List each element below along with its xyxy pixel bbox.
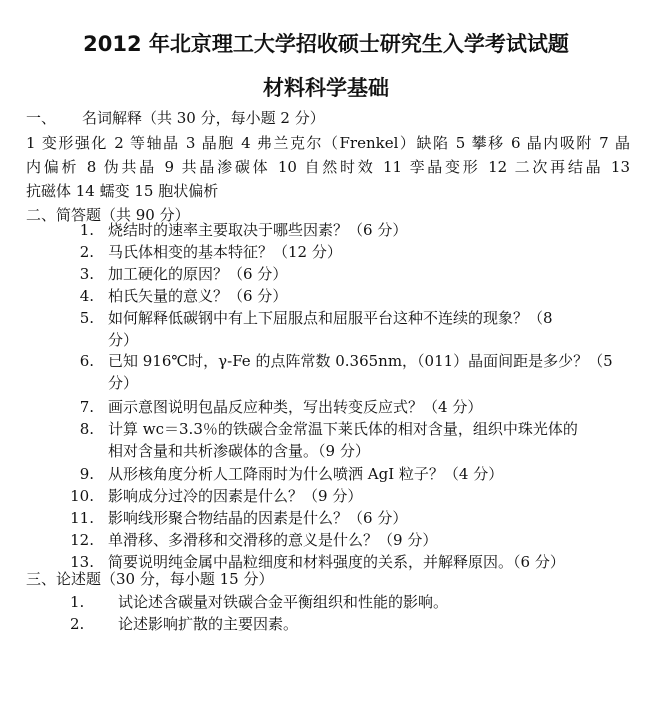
- question-text: 烧结时的速率主要取决于哪些因素？（6 分）: [108, 221, 408, 239]
- question-number: 3.: [79, 265, 94, 283]
- question-number: 9.: [79, 465, 94, 483]
- section1-terms-line3: 抗磁体 14 蠕变 15 胞状偏析: [26, 182, 219, 200]
- question-text: 论述影响扩散的主要因素。: [118, 615, 299, 633]
- question-text: 如何解释低碳钢中有上下屈服点和屈服平台这种不连续的现象？（8: [108, 309, 553, 327]
- question-number: 7.: [79, 398, 94, 416]
- question-number: 10.: [70, 487, 94, 505]
- question-number: 2.: [79, 243, 94, 261]
- section1-terms-line2: 内偏析 8 伪共晶 9 共晶渗碳体 10 自然时效 11 孪晶变形 12 二次再结晶 13: [26, 158, 630, 176]
- question-number: 8.: [79, 420, 94, 438]
- question-text: 影响线形聚合物结晶的因素是什么？（6 分）: [108, 509, 408, 527]
- exam-title: 2012 年北京理工大学招收硕士研究生入学考试试题: [83, 32, 569, 56]
- question-text: 已知 916℃时，γ-Fe 的点阵常数 0.365nm，（011）晶面间距是多少？（5: [108, 352, 613, 370]
- section3-heading: 三、论述题（30 分，每小题 15 分）: [26, 570, 274, 588]
- question-text-continued: 分）: [108, 374, 139, 392]
- section1-terms-line1: 1 变形强化 2 等轴晶 3 晶胞 4 弗兰克尔（Frenkel）缺陷 5 攀移 6 晶内吸附 7 晶: [26, 134, 630, 152]
- question-text: 影响成分过冷的因素是什么？（9 分）: [108, 487, 363, 505]
- question-number: 1.: [70, 593, 85, 611]
- question-text: 试论述含碳量对铁碳合金平衡组织和性能的影响。: [118, 593, 449, 611]
- exam-subject: 材料科学基础: [263, 76, 389, 100]
- question-text: 马氏体相变的基本特征？（12 分）: [108, 243, 342, 261]
- question-text-continued: 分）: [108, 331, 139, 349]
- section1-heading: [26, 106, 325, 130]
- question-number: 2.: [70, 615, 85, 633]
- question-number: 11.: [70, 509, 94, 527]
- question-number: 12.: [70, 531, 94, 549]
- question-number: 5.: [79, 309, 94, 327]
- question-text: 柏氏矢量的意义？（6 分）: [108, 287, 288, 305]
- question-text: 计算 wc＝3.3％的铁碳合金常温下莱氏体的相对含量，组织中珠光体的: [108, 420, 578, 438]
- section1-number: 一、: [26, 109, 57, 127]
- question-text: 画示意图说明包晶反应种类，写出转变反应式？（4 分）: [108, 398, 483, 416]
- question-number: 13.: [70, 553, 94, 571]
- question-number: 4.: [79, 287, 94, 305]
- question-number: 6.: [79, 352, 94, 370]
- section2-heading: 二、简答题（共 90 分）: [26, 206, 190, 224]
- question-text-continued: 相对含量和共析渗碳体的含量。（9 分）: [108, 442, 370, 460]
- question-text: 加工硬化的原因？（6 分）: [108, 265, 288, 283]
- section1-title: 名词解释（共 30 分，每小题 2 分）: [82, 109, 325, 127]
- question-text: 单滑移、多滑移和交滑移的意义是什么？（9 分）: [108, 531, 438, 549]
- question-text: 从形核角度分析人工降雨时为什么喷洒 AgI 粒子？（4 分）: [108, 465, 504, 483]
- question-number: 1.: [79, 221, 94, 239]
- question-text: 简要说明纯金属中晶粒细度和材料强度的关系，并解释原因。（6 分）: [108, 553, 565, 571]
